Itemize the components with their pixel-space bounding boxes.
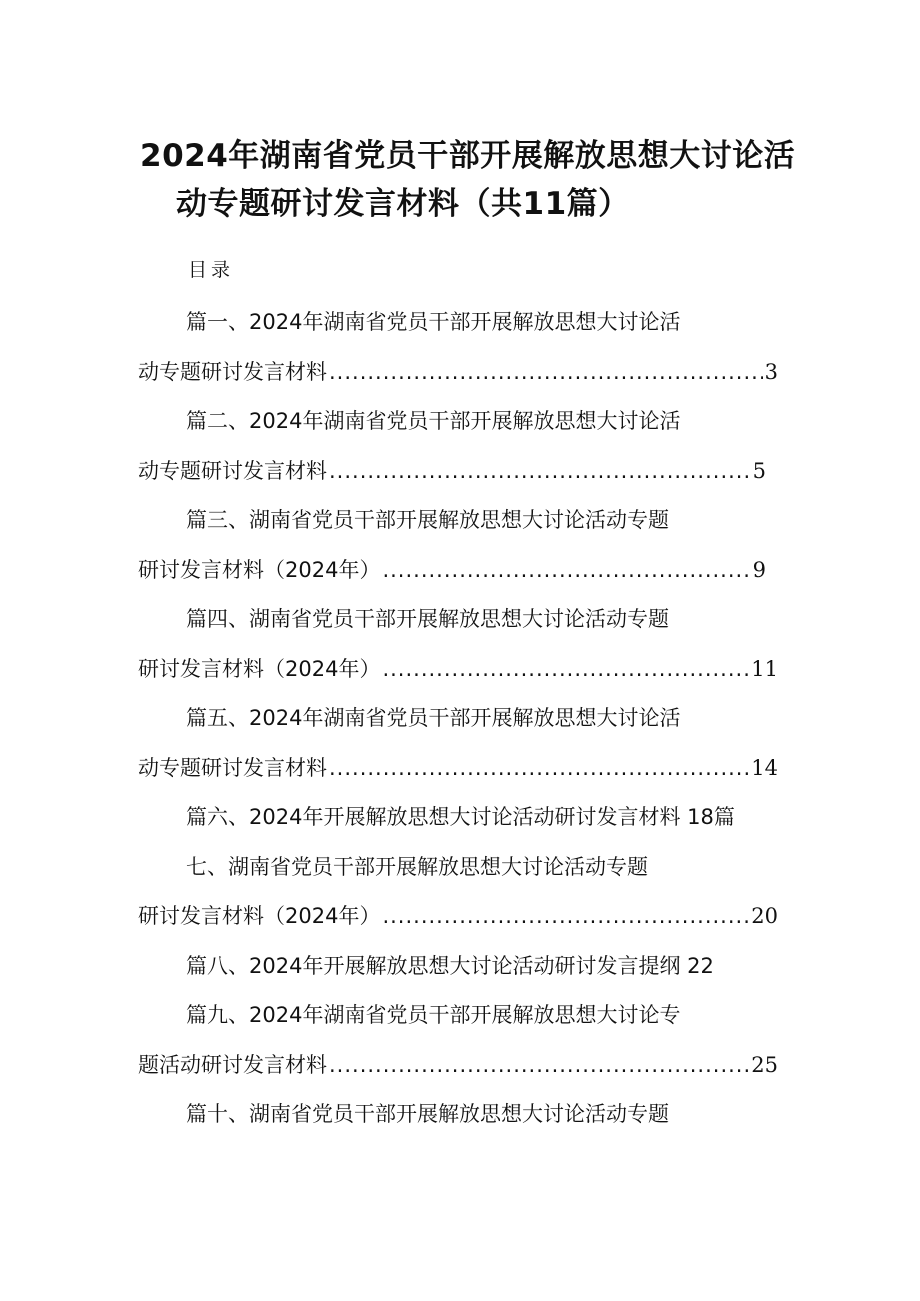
toc-entry-5-text: 动专题研讨发言材料 [138,756,327,780]
toc-entry-2-page: 5 [752,459,766,483]
toc-entry-3-title[interactable]: 篇三、湖南省党员干部开展解放思想大讨论活动专题 [186,508,669,532]
toc-entry-1-title[interactable]: 篇一、2024年湖南省党员干部开展解放思想大讨论活 [186,310,681,334]
toc-entry-4-continuation[interactable] [138,655,778,683]
toc-entry-8-title[interactable]: 篇八、2024年开展解放思想大讨论活动研讨发言提纲 22 [186,954,714,978]
toc-entry-4-title[interactable]: 篇四、湖南省党员干部开展解放思想大讨论活动专题 [186,607,669,631]
toc-entry-9-continuation[interactable] [138,1051,778,1079]
toc-entry-7-text: 研讨发言材料（2024年） [138,904,381,928]
toc-entry-1-continuation[interactable] [138,358,778,386]
toc-entry-7-title[interactable]: 七、湖南省党员干部开展解放思想大讨论活动专题 [186,855,648,879]
toc-entry-6-title[interactable]: 篇六、2024年开展解放思想大讨论活动研讨发言材料 18篇 [186,805,735,829]
toc-entry-3-text: 研讨发言材料（2024年） [138,558,381,582]
title-line-1: 2024年湖南省党员干部开展解放思想大讨论活 [140,138,796,174]
toc-leader-dots [329,1051,749,1079]
toc-entry-4-page: 11 [751,657,778,681]
toc-entry-4-text: 研讨发言材料（2024年） [138,657,381,681]
toc-leader-dots [329,754,749,782]
toc-leader-dots [382,655,749,683]
title-line-2: 动专题研讨发言材料（共11篇） [176,186,630,222]
toc-leader-dots [329,358,763,386]
toc-entry-7-page: 20 [751,904,778,928]
toc-leader-dots [382,902,749,930]
toc-entry-7-continuation[interactable] [138,902,778,930]
toc-entry-5-title[interactable]: 篇五、2024年湖南省党员干部开展解放思想大讨论活 [186,706,681,730]
toc-heading: 目录 [188,259,235,281]
document-title [140,132,820,228]
toc-entry-3-page: 9 [752,558,766,582]
toc-entry-9-title[interactable]: 篇九、2024年湖南省党员干部开展解放思想大讨论专 [186,1003,681,1027]
toc-entry-1-page: 3 [764,360,778,384]
toc-entry-10-title[interactable]: 篇十、湖南省党员干部开展解放思想大讨论活动专题 [186,1102,669,1126]
toc-entry-1-text: 动专题研讨发言材料 [138,360,327,384]
toc-entry-9-text: 题活动研讨发言材料 [138,1053,327,1077]
toc-entry-5-page: 14 [751,756,778,780]
toc-leader-dots [329,457,751,485]
toc-entry-3-continuation[interactable] [138,556,766,584]
toc-entry-9-page: 25 [751,1053,778,1077]
toc-entry-2-title[interactable]: 篇二、2024年湖南省党员干部开展解放思想大讨论活 [186,409,681,433]
toc-entry-2-text: 动专题研讨发言材料 [138,459,327,483]
toc-entry-5-continuation[interactable] [138,754,778,782]
toc-entry-2-continuation[interactable] [138,457,766,485]
toc-leader-dots [382,556,750,584]
